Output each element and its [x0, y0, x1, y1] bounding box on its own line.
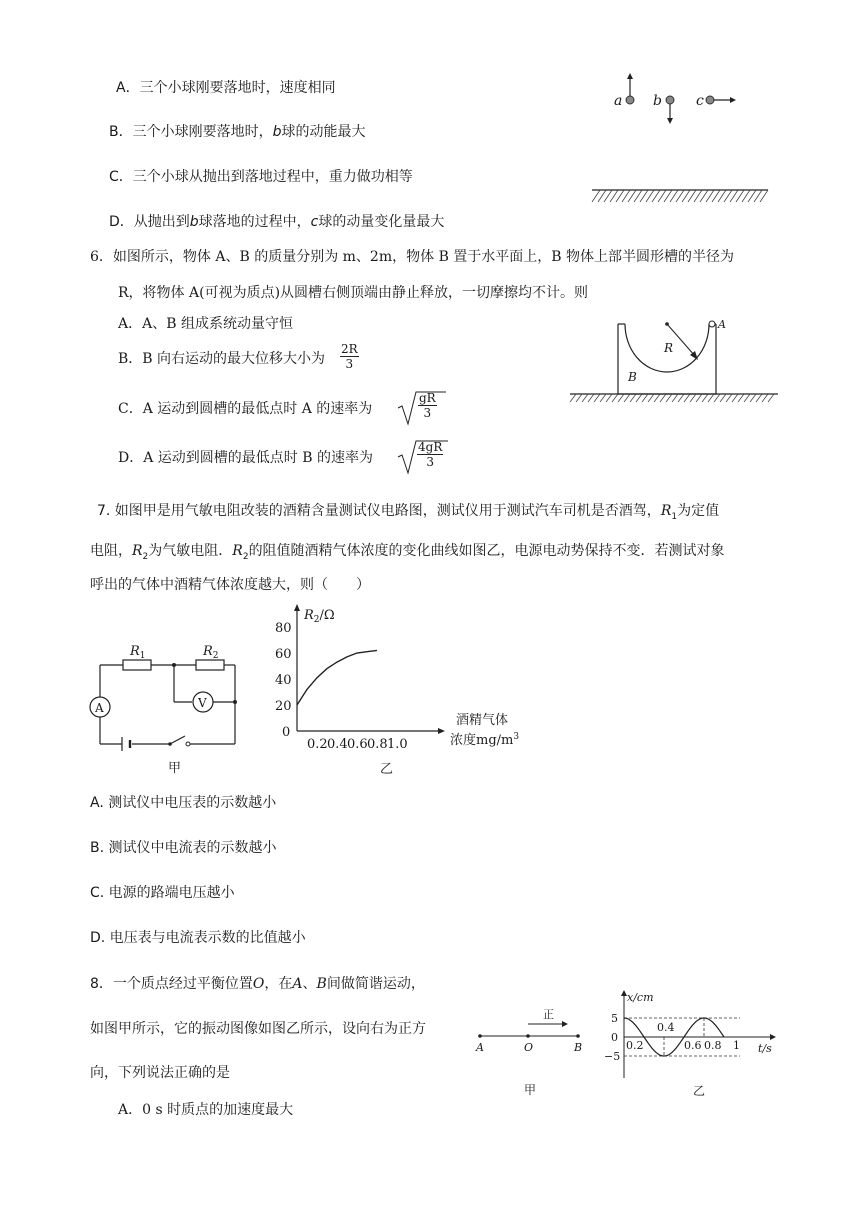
chart-xtick-0.6: 0.6 [347, 737, 368, 752]
q5-option-a: A．三个小球刚要落地时，速度相同 [116, 80, 336, 96]
chart-ytick-0: 0 [282, 725, 291, 740]
q7-stem-line3: 呼出的气体中酒精气体浓度越大，则（ ） [90, 577, 370, 593]
q7-option-c: C. 电源的路端电压越小 [90, 885, 235, 901]
q5-balls-figure [600, 65, 780, 215]
chart-series-curve [297, 650, 377, 705]
ball-a-label: a [614, 93, 623, 109]
voltmeter-label: V [198, 696, 207, 710]
object-a-label: A [718, 318, 726, 331]
wave-xtick-0.8: 0.8 [704, 1039, 722, 1052]
wave-xtick-1: 1 [733, 1039, 740, 1052]
q6-option-a: A．A、B 组成系统动量守恒 [118, 316, 293, 332]
q7-option-b: B. 测试仪中电流表的示数越小 [90, 840, 277, 856]
q6-option-d: D．A 运动到圆槽的最低点时 B 的速率为 [118, 450, 373, 466]
radius-label: R [664, 341, 674, 355]
q7-circuit-figure [88, 640, 248, 780]
r2-label: $R_2$ [203, 644, 219, 661]
ground-hatching [592, 190, 768, 202]
chart-ytick-20: 20 [275, 699, 292, 714]
q6-stem-line1: 6．如图所示，物体 A、B 的质量分别为 m、2m，物体 B 置于水平面上，B 物体上部半圆形槽的半径为 [90, 249, 735, 265]
positive-direction-label: 正 [543, 1008, 554, 1021]
q8-option-a: A．0 s 时质点的加速度最大 [118, 1102, 294, 1118]
circuit-caption: 甲 [168, 761, 182, 776]
resistor-r2 [196, 660, 224, 670]
ball-b-label: b [653, 93, 662, 109]
q6-groove-figure [570, 318, 780, 408]
q6-option-d-fraction: $\frac{4gR}{3}$ [418, 440, 443, 469]
chart-ytick-60: 60 [275, 647, 292, 662]
switch [186, 742, 190, 746]
chart-x-label-line1: 酒精气体 [456, 713, 509, 728]
ammeter-label: A [95, 701, 104, 715]
q8-fig-jia [470, 1000, 600, 1100]
fig-yi-caption: 乙 [693, 1084, 706, 1098]
ball-b [666, 96, 674, 104]
object-a [709, 321, 715, 327]
q6-ground-hatching [570, 394, 774, 402]
chart-xtick-0.4: 0.4 [327, 737, 348, 752]
q8-stem-line1: 8．一个质点经过平衡位置O，在A、B间做简谐运动， [90, 976, 425, 992]
wave-xtick-0.6: 0.6 [684, 1039, 702, 1052]
q6-stem-line2: R，将物体 A(可视为质点)从圆槽右侧顶端由静止释放，一切摩擦均不计。则 [118, 285, 589, 301]
point-o-label: O [524, 1041, 534, 1054]
q8-fig-yi [600, 986, 790, 1096]
fig-jia-caption: 甲 [524, 1083, 537, 1097]
q6-option-c-fraction: $\frac{gR}{3}$ [419, 391, 436, 420]
q6-option-c: C．A 运动到圆槽的最低点时 A 的速率为 [118, 401, 373, 417]
q7-stem-line1: 7. 如图甲是用气敏电阻改装的酒精含量测试仪电路图，测试仪用于测试汽车司机是否酒驾，$R_1$为定值 [97, 503, 720, 522]
q8-stem-line2: 如图甲所示，它的振动图像如图乙所示，设向右为正方 [90, 1021, 426, 1037]
block-b-label: B [628, 370, 637, 384]
chart-caption: 乙 [380, 762, 394, 777]
chart-xtick-0.8: 0.8 [367, 737, 388, 752]
q6-option-b: B．B 向右运动的最大位移大小为 [118, 351, 326, 367]
r1-label: $R_1$ [130, 644, 146, 661]
q6-option-b-fraction: $\frac{2R}{3}$ [341, 342, 358, 371]
ball-a [626, 96, 634, 104]
point-b-label: B [574, 1041, 583, 1054]
q7-resistance-chart [270, 598, 540, 778]
chart-ytick-40: 40 [275, 673, 292, 688]
chart-xtick-0.2: 0.2 [307, 737, 328, 752]
ball-c [706, 96, 714, 104]
q5-option-b: B．三个小球刚要落地时，b球的动能最大 [109, 124, 366, 140]
wave-xtick-0.2: 0.2 [626, 1039, 644, 1052]
chart-xtick-1.0: 1.0 [387, 737, 408, 752]
chart-y-label: $R_2/\Omega$ [304, 608, 335, 625]
wave-x-label: t/s [758, 1042, 772, 1055]
point-a-label: A [476, 1041, 484, 1054]
wave-y-label: x/cm [627, 991, 654, 1004]
wave-ytick-5: 5 [611, 1012, 618, 1025]
resistor-r1 [123, 660, 151, 670]
q5-option-c: C．三个小球从抛出到落地过程中，重力做功相等 [109, 169, 413, 185]
wave-ytick-neg5: −5 [604, 1050, 621, 1063]
chart-x-label-line2: 浓度$mg/m^3$ [450, 732, 520, 748]
chart-ytick-80: 80 [275, 621, 292, 636]
wave-ytick-0: 0 [611, 1031, 618, 1044]
q7-option-d: D. 电压表与电流表示数的比值越小 [90, 930, 306, 946]
q7-option-a: A. 测试仪中电压表的示数越小 [90, 795, 277, 811]
wave-xtick-0.4: 0.4 [657, 1021, 675, 1034]
ball-c-label: c [696, 93, 704, 109]
q8-stem-line3: 向，下列说法正确的是 [90, 1065, 230, 1081]
q5-option-d: D．从抛出到b球落地的过程中，c球的动量变化量最大 [109, 214, 445, 230]
q7-stem-line2: 电阻，$R_2$为气敏电阻．$R_2$的阻值随酒精气体浓度的变化曲线如图乙，电源电动势保持不变．若测试对象 [90, 543, 725, 562]
